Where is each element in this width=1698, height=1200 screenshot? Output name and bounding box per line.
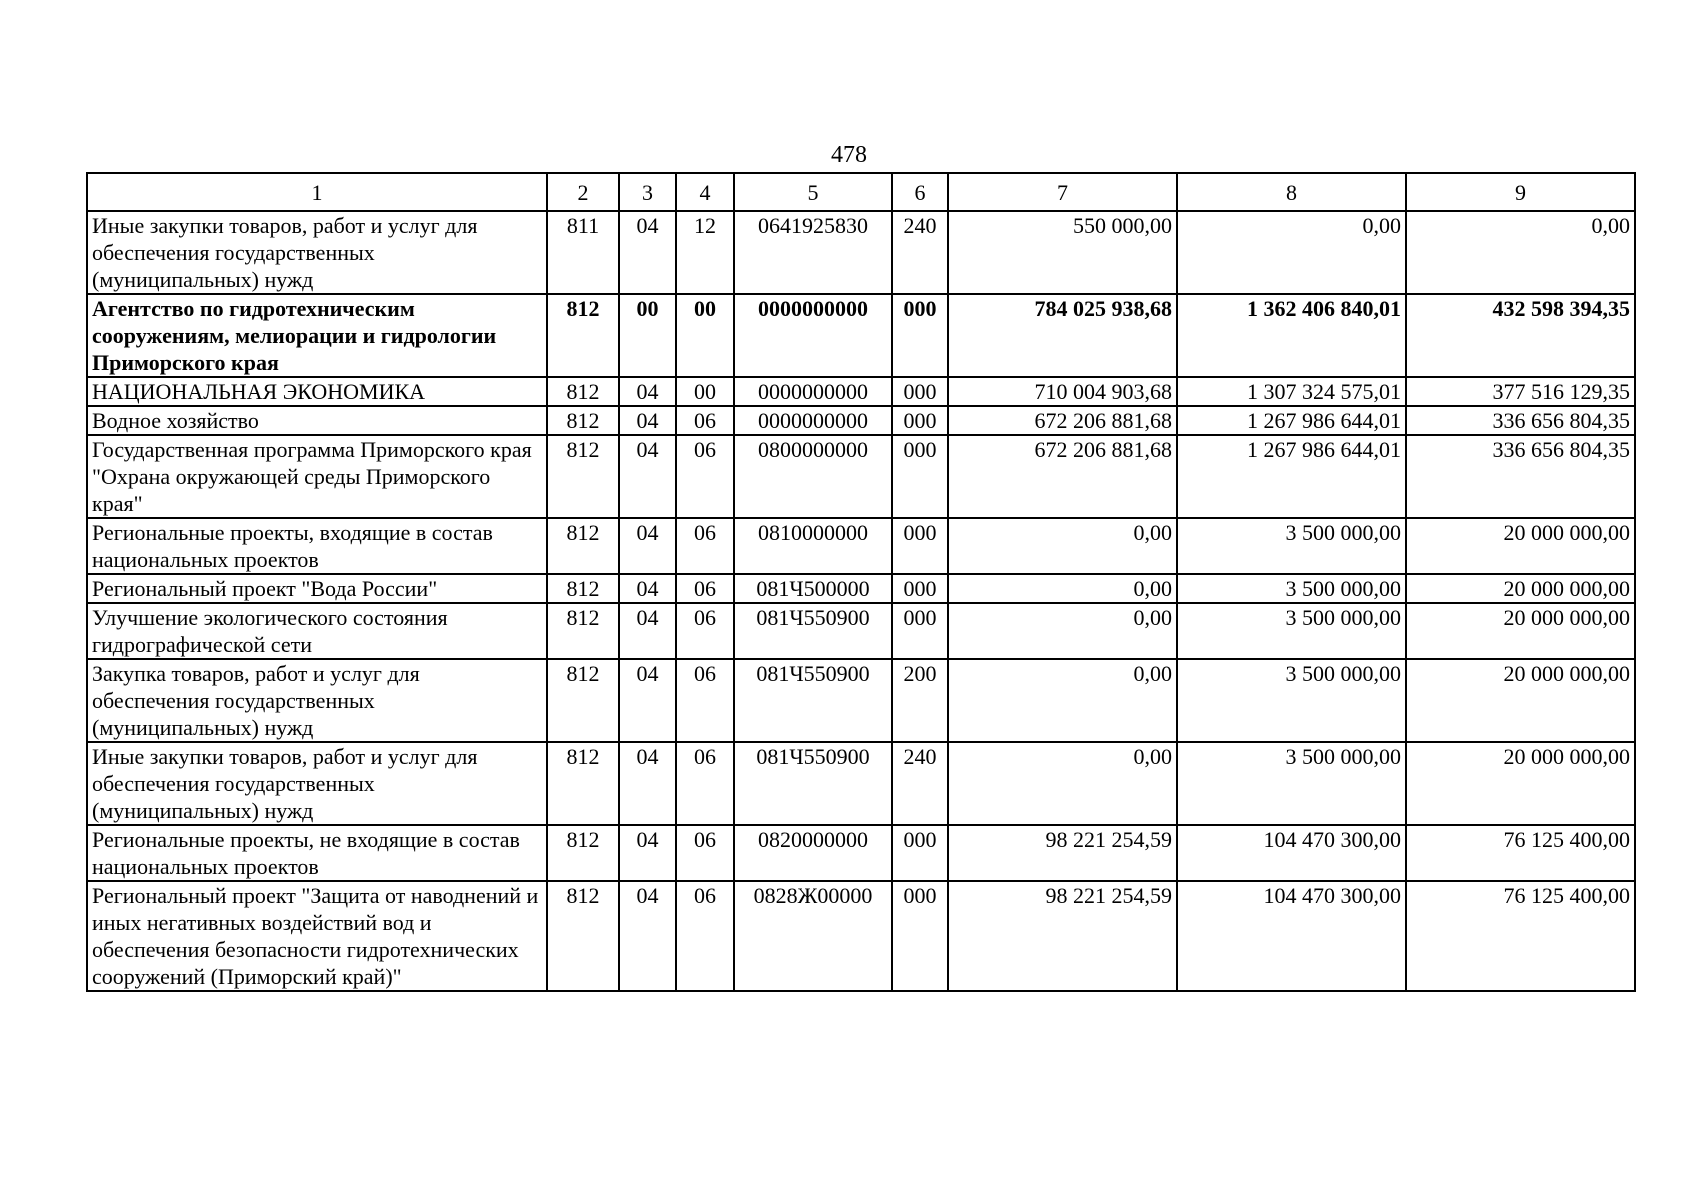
code-cell: 200 <box>892 659 948 742</box>
page-number: 478 <box>831 142 867 168</box>
code-cell: 04 <box>619 377 676 406</box>
column-header: 2 <box>547 173 619 211</box>
code-cell: 812 <box>547 294 619 377</box>
column-header: 5 <box>734 173 892 211</box>
table-row <box>87 377 1635 406</box>
code-cell: 812 <box>547 825 619 881</box>
code-cell: 04 <box>619 518 676 574</box>
code-cell: 811 <box>547 211 619 294</box>
amount-cell: 3 500 000,00 <box>1177 603 1406 659</box>
code-cell: 06 <box>676 406 734 435</box>
amount-cell: 336 656 804,35 <box>1406 435 1635 518</box>
code-cell: 06 <box>676 603 734 659</box>
column-header: 6 <box>892 173 948 211</box>
code-cell: 04 <box>619 435 676 518</box>
row-name-cell: Улучшение экологического состояния гидрографической сети <box>87 603 547 659</box>
row-name-cell: Агентство по гидротехническим сооружениям, мелиорации и гидрологии Приморского края <box>87 294 547 377</box>
code-cell: 000 <box>892 574 948 603</box>
code-cell: 04 <box>619 603 676 659</box>
amount-cell: 377 516 129,35 <box>1406 377 1635 406</box>
code-cell: 04 <box>619 881 676 991</box>
code-cell: 04 <box>619 825 676 881</box>
amount-cell: 20 000 000,00 <box>1406 518 1635 574</box>
code-cell: 000 <box>892 435 948 518</box>
code-cell: 00 <box>676 294 734 377</box>
budget-table <box>86 172 1636 992</box>
table-body <box>87 211 1635 991</box>
code-cell: 0828Ж00000 <box>734 881 892 991</box>
amount-cell: 0,00 <box>1406 211 1635 294</box>
code-cell: 081Ч550900 <box>734 742 892 825</box>
amount-cell: 784 025 938,68 <box>948 294 1177 377</box>
amount-cell: 672 206 881,68 <box>948 406 1177 435</box>
code-cell: 812 <box>547 406 619 435</box>
code-cell: 04 <box>619 406 676 435</box>
code-cell: 04 <box>619 742 676 825</box>
code-cell: 00 <box>676 377 734 406</box>
column-header: 7 <box>948 173 1177 211</box>
code-cell: 000 <box>892 294 948 377</box>
amount-cell: 0,00 <box>948 659 1177 742</box>
code-cell: 812 <box>547 574 619 603</box>
amount-cell: 98 221 254,59 <box>948 825 1177 881</box>
code-cell: 06 <box>676 659 734 742</box>
table-row <box>87 294 1635 377</box>
table-row <box>87 574 1635 603</box>
code-cell: 000 <box>892 406 948 435</box>
code-cell: 0820000000 <box>734 825 892 881</box>
amount-cell: 3 500 000,00 <box>1177 742 1406 825</box>
table-header-row <box>87 173 1635 211</box>
code-cell: 000 <box>892 603 948 659</box>
row-name-cell: Закупка товаров, работ и услуг для обеспечения государственных (муниципальных) нужд <box>87 659 547 742</box>
column-header: 3 <box>619 173 676 211</box>
code-cell: 000 <box>892 881 948 991</box>
amount-cell: 336 656 804,35 <box>1406 406 1635 435</box>
code-cell: 081Ч550900 <box>734 603 892 659</box>
table-row <box>87 211 1635 294</box>
code-cell: 812 <box>547 881 619 991</box>
table-row <box>87 406 1635 435</box>
code-cell: 240 <box>892 742 948 825</box>
amount-cell: 550 000,00 <box>948 211 1177 294</box>
amount-cell: 20 000 000,00 <box>1406 574 1635 603</box>
code-cell: 04 <box>619 211 676 294</box>
amount-cell: 0,00 <box>948 603 1177 659</box>
column-header: 9 <box>1406 173 1635 211</box>
code-cell: 06 <box>676 825 734 881</box>
code-cell: 812 <box>547 742 619 825</box>
amount-cell: 3 500 000,00 <box>1177 659 1406 742</box>
code-cell: 812 <box>547 518 619 574</box>
code-cell: 081Ч500000 <box>734 574 892 603</box>
amount-cell: 20 000 000,00 <box>1406 742 1635 825</box>
code-cell: 06 <box>676 742 734 825</box>
row-name-cell: Иные закупки товаров, работ и услуг для обеспечения государственных (муниципальных) нужд <box>87 211 547 294</box>
table-row <box>87 659 1635 742</box>
code-cell: 06 <box>676 435 734 518</box>
amount-cell: 20 000 000,00 <box>1406 659 1635 742</box>
code-cell: 000 <box>892 377 948 406</box>
amount-cell: 0,00 <box>948 574 1177 603</box>
amount-cell: 432 598 394,35 <box>1406 294 1635 377</box>
code-cell: 812 <box>547 435 619 518</box>
code-cell: 12 <box>676 211 734 294</box>
table-row <box>87 435 1635 518</box>
code-cell: 0000000000 <box>734 406 892 435</box>
code-cell: 0810000000 <box>734 518 892 574</box>
row-name-cell: Региональный проект "Вода России" <box>87 574 547 603</box>
amount-cell: 1 362 406 840,01 <box>1177 294 1406 377</box>
amount-cell: 3 500 000,00 <box>1177 574 1406 603</box>
code-cell: 0000000000 <box>734 294 892 377</box>
code-cell: 812 <box>547 603 619 659</box>
row-name-cell: Иные закупки товаров, работ и услуг для обеспечения государственных (муниципальных) нужд <box>87 742 547 825</box>
amount-cell: 76 125 400,00 <box>1406 825 1635 881</box>
amount-cell: 98 221 254,59 <box>948 881 1177 991</box>
code-cell: 00 <box>619 294 676 377</box>
code-cell: 000 <box>892 825 948 881</box>
table-row <box>87 742 1635 825</box>
code-cell: 06 <box>676 574 734 603</box>
amount-cell: 0,00 <box>1177 211 1406 294</box>
table-row <box>87 518 1635 574</box>
code-cell: 06 <box>676 881 734 991</box>
amount-cell: 1 267 986 644,01 <box>1177 406 1406 435</box>
code-cell: 0800000000 <box>734 435 892 518</box>
amount-cell: 104 470 300,00 <box>1177 881 1406 991</box>
amount-cell: 3 500 000,00 <box>1177 518 1406 574</box>
column-header: 8 <box>1177 173 1406 211</box>
table-row <box>87 881 1635 991</box>
code-cell: 240 <box>892 211 948 294</box>
table-row <box>87 603 1635 659</box>
column-header: 1 <box>87 173 547 211</box>
row-name-cell: НАЦИОНАЛЬНАЯ ЭКОНОМИКА <box>87 377 547 406</box>
amount-cell: 104 470 300,00 <box>1177 825 1406 881</box>
code-cell: 812 <box>547 659 619 742</box>
code-cell: 04 <box>619 574 676 603</box>
row-name-cell: Региональные проекты, входящие в состав национальных проектов <box>87 518 547 574</box>
code-cell: 06 <box>676 518 734 574</box>
amount-cell: 20 000 000,00 <box>1406 603 1635 659</box>
code-cell: 0000000000 <box>734 377 892 406</box>
row-name-cell: Региональные проекты, не входящие в состав национальных проектов <box>87 825 547 881</box>
amount-cell: 710 004 903,68 <box>948 377 1177 406</box>
amount-cell: 1 307 324 575,01 <box>1177 377 1406 406</box>
code-cell: 0641925830 <box>734 211 892 294</box>
table-row <box>87 825 1635 881</box>
amount-cell: 0,00 <box>948 742 1177 825</box>
amount-cell: 0,00 <box>948 518 1177 574</box>
row-name-cell: Государственная программа Приморского края "Охрана окружающей среды Приморского края" <box>87 435 547 518</box>
row-name-cell: Региональный проект "Защита от наводнений и иных негативных воздействий вод и обеспечения безопасности гидротехнических сооружений (Приморский край)" <box>87 881 547 991</box>
amount-cell: 1 267 986 644,01 <box>1177 435 1406 518</box>
amount-cell: 672 206 881,68 <box>948 435 1177 518</box>
code-cell: 000 <box>892 518 948 574</box>
row-name-cell: Водное хозяйство <box>87 406 547 435</box>
code-cell: 04 <box>619 659 676 742</box>
amount-cell: 76 125 400,00 <box>1406 881 1635 991</box>
code-cell: 812 <box>547 377 619 406</box>
code-cell: 081Ч550900 <box>734 659 892 742</box>
column-header: 4 <box>676 173 734 211</box>
